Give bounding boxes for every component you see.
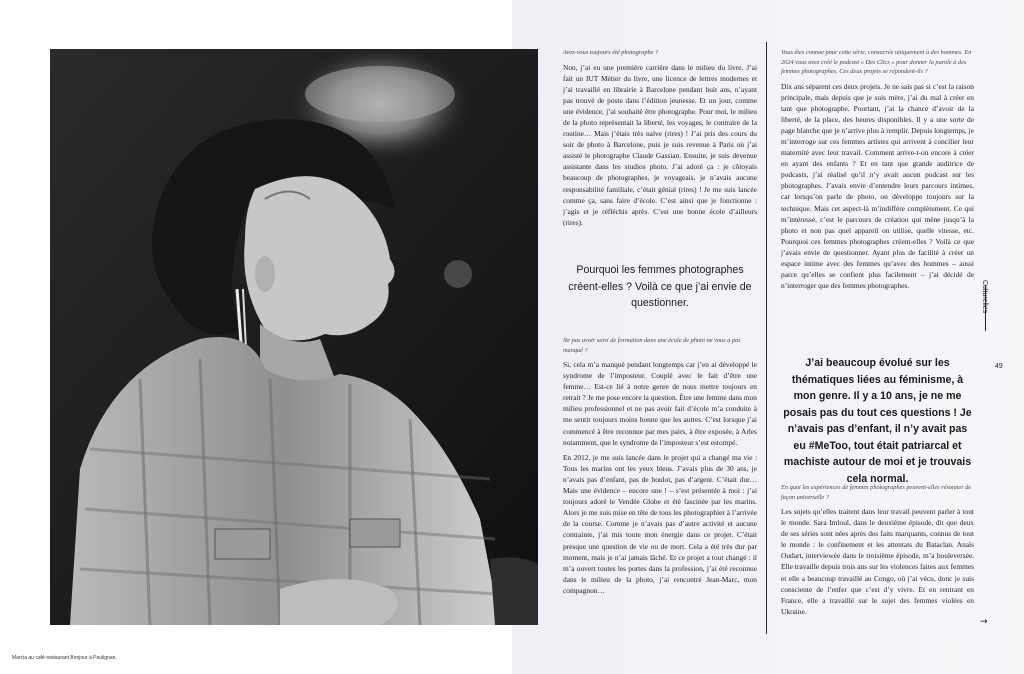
page-number: 49 — [995, 363, 1003, 370]
portrait-photo — [50, 49, 538, 625]
right-column — [781, 48, 974, 295]
question-3: Vous êtes connue pour cette série, consacrée uniquement à des hommes. En 2024 vous avez créé le podcast « Des Clics » pour donner la parole à des femmes photographes. Ces deux projets se répondent-ils ? — [781, 49, 972, 75]
question-1: Avez-vous toujours été photographe ? — [563, 49, 659, 56]
answer-3: En 2012, je me suis lancée dans le projet qui a changé ma vie : Tous les marins ont les yeux bleus. J’avais plus de 30 ans, je n’avais pas d’enfant, pas de boulot, pas d’argent. C’était dur… Mais une évidence – encore une ! – s’est présentée à moi : j’ai toujours adoré le Vendée Globe et été fascinée par les marins. Alors je me suis mise en tête de tous les photographier à l’arrivée de la course. Comme je n’avais pas d’autre activité et aucune contrainte, j’ai mis toute mon énergie dans ce projet. C’était presque une question de vie ou de mort. Cela a été très dur par moment, mais je n’ai jamais lâché. Et ce projet a tout changé : il m’a ouvert toutes les portes dans la profession, j’ai été reconnue dans le milieu de la photo, j’ai rencontré Jean-Marc, mon compagnon… — [563, 452, 757, 595]
answer-1: Non, j’ai eu une première carrière dans le milieu du livre. J’ai fait un IUT Métier du livre, une licence de lettres modernes et j’ai travaillé en librairie à Barcelone pendant huit ans, n’ayant pas trouvé de poste dans l’édition jeunesse. Et un jour, comme une évidence, j’ai souhaité être photographe. Pour moi, le milieu de la photo représentait la liberté, les voyages, le contraire de la routine… Mais j’étais très naïve (rires) ! J’ai pris des cours du soir de photo à Barcelone, puis je suis revenue à Paris où j’ai assisté le photographe Claude Gassian. Ensuite, je suis devenue assistante dans les studios photo. J’ai adoré ça : je côtoyais beaucoup de photographes, je voyageais, je n’avais aucune responsabilité familiale, c’était génial (rires) ! Je me suis lancée comme ça, sans faire d’école. C’est ainsi que je fonctionne : j’agis et je réfléchis après. C’est une bonne école d’ailleurs (rires). — [563, 62, 757, 227]
column-divider — [766, 42, 767, 634]
left-column-lower — [563, 336, 757, 600]
left-column — [563, 48, 757, 232]
question-2: Ne pas avoir suivi de formation dans une école de photo ne vous a pas manqué ? — [563, 337, 741, 354]
pull-quote-1: Pourquoi les femmes photographes créent-elles ? Voilà ce que j’ai envie de questionner. — [568, 264, 752, 309]
answer-5: Les sujets qu’elles traitent dans leur travail peuvent parler à tout le monde. Sara Imloul, dans le deuxième épisode, dit que deux de ses séries sont nées après des faits marquants, connus de tout le monde : le confinement et les attentats du Bataclan. Anaïs Oudart, interviewée dans le troisième épisode, m’a bouleversée. Elle travaille depuis trois ans sur les violences faites aux femmes et elle a beaucoup travaillé au Congo, où j’ai vécu, donc je suis consciente de l’enfer que c’est d’y vivre. Et en rentrant en France, elle a travaillé sur le sujet des femmes violées en Ukraine. — [781, 507, 974, 616]
pull-quote-2: J’ai beaucoup évolué sur les thématiques liées au féminisme, à mon genre. Il y a 10 ans, je ne me posais pas du tout ces questions ! Je n’avais pas d’enfant, il n’y avait pas eu #MeToo, tout était patriarcal et machiste autour de moi et je trouvais cela normal. — [783, 357, 972, 485]
answer-2: Si, cela m’a manqué pendant longtemps car j’en ai développé le syndrome de l’imposteur. Couplé avec le fait d’être une femme… Est-ce lié à notre genre de nous mettre toujours en retrait ? Je me pose encore la question. Être une femme dans mon milieu professionnel et ne pas avoir fait d’école m’a conduite à me sentir toujours moins bonne que les autres. C’est lorsque j’ai commencé à être reconnue par mes pairs, à être exposée, à Arles notamment, que le syndrome de l’imposteur s’est estompé. — [563, 360, 757, 447]
section-label: Culturelles — [981, 280, 988, 314]
question-4: En quoi les expériences de femmes photographes peuvent-elles résonner de façon universelle ? — [781, 484, 972, 501]
right-column-lower — [781, 483, 974, 621]
right-arrow-icon: → — [980, 617, 988, 627]
photo-caption: Marcia au café-restaurant Bonjour à Poulignan. — [12, 655, 117, 661]
answer-4: Dix ans séparent ces deux projets. Je ne sais pas si c’est la raison principale, mais depuis que je suis mère, j’ai du mal à créer en tant que photographe. Pourtant, j’ai la chance d’avoir de la liberté, de la place, des heures disponibles. Il y a une sorte de page blanche que je n’arrive plus à remplir. Depuis longtemps, je m’interroge sur ces femmes artistes qui arrivent à concilier leur maternité avec leur travail. Comment arrive-t-on encore à créer en ayant des enfants ? Et en tant que grande auditrice de podcasts, j’ai réalisé qu’il n’y avait aucun podcast sur les photographes. J’avais envie d’entendre leurs parcours intimes, car lorsqu’on parle de photo, on développe toujours sur la technique. Mais cet aspect-là m’indiffère complètement. Ce qui m’intéresse, c’est le parcours de création qui mène jusqu’à la photo et non pas quel appareil on utilise, quelle vitesse, etc. Pourquoi ces femmes photographes créent-elles ? Voilà ce que j’avais envie de questionner. Ayant plus de facilité à créer un espace intime avec des femmes qu’avec des hommes – aussi parce qu’elles se confient plus facilement – j’ai décidé de n’interroger que des femmes photographes. — [781, 81, 974, 291]
